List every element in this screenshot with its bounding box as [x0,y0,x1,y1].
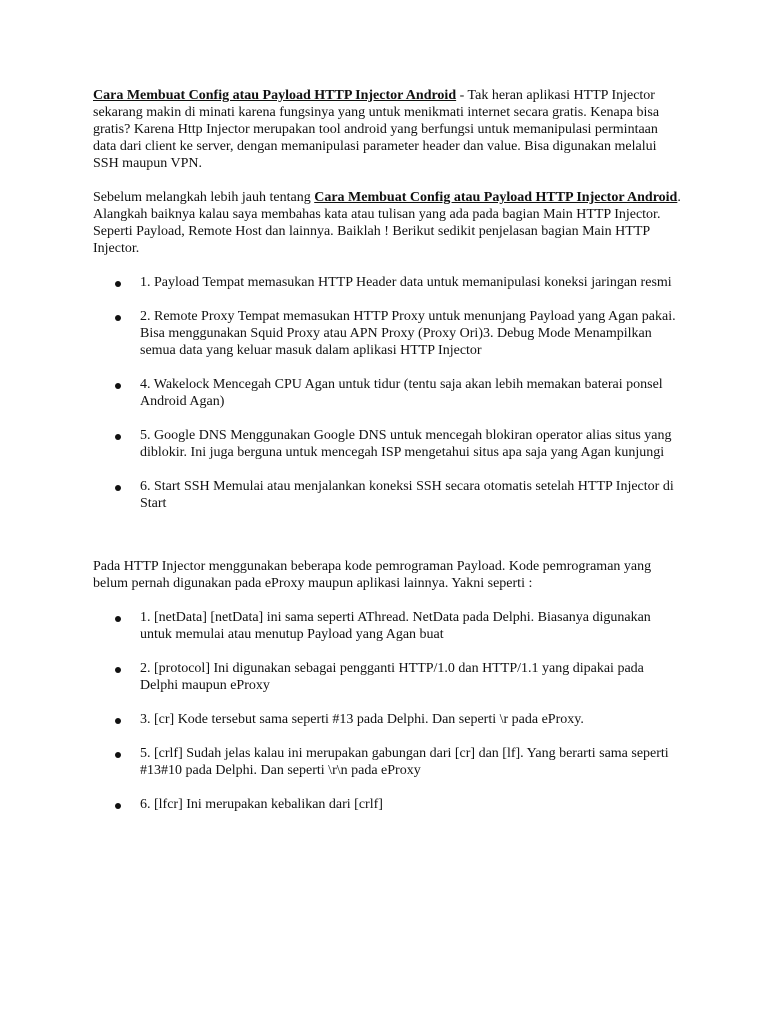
list-item [93,274,683,291]
list-item [93,308,683,359]
list-item [93,745,683,779]
list-item [93,796,683,813]
document-page [93,87,683,813]
list-item-text: 6. [lfcr] Ini merupakan kebalikan dari [crlf] [140,797,383,812]
intro-title-link[interactable]: Cara Membuat Config atau Payload HTTP Injector Android [93,88,457,103]
bullet-dot-icon [115,485,121,491]
list-item-text: 2. Remote Proxy Tempat memasukan HTTP Proxy untuk menunjang Payload yang Agan pakai. Bisa menggunakan Squid Proxy atau APN Proxy (Proxy Ori)3. Debug Mode Menampilkan semua data yang keluar masuk dalam aplikasi HTTP Injector [140,309,676,358]
list-item [93,478,683,512]
list-item-text: 4. Wakelock Mencegah CPU Agan untuk tidur (tentu saja akan lebih memakan baterai ponsel Android Agan) [140,377,663,409]
intro-paragraph [93,87,683,172]
main-settings-list [93,274,683,512]
bullet-dot-icon [115,718,121,724]
list-item [93,711,683,728]
bullet-dot-icon [115,752,121,758]
section2-text-before: Sebelum melangkah lebih jauh tentang [93,190,315,205]
section3-paragraph: Pada HTTP Injector menggunakan beberapa kode pemrograman Payload. Kode pemrograman yang belum pernah digunakan pada eProxy maupun aplikasi lainnya. Yakni seperti : [93,559,652,591]
list-item [93,609,683,643]
list-item-text: 1. [netData] [netData] ini sama seperti AThread. NetData pada Delphi. Biasanya digunakan untuk memulai atau menutup Payload yang Agan buat [140,610,651,642]
bullet-dot-icon [115,383,121,389]
list-item-text: 3. [cr] Kode tersebut sama seperti #13 pada Delphi. Dan seperti \r pada eProxy. [140,712,584,727]
section2-title-link[interactable]: Cara Membuat Config atau Payload HTTP Injector Android [314,190,678,205]
bullet-dot-icon [115,803,121,809]
list-item [93,660,683,694]
list-item-text: 2. [protocol] Ini digunakan sebagai pengganti HTTP/1.0 dan HTTP/1.1 yang dipakai pada Delphi maupun eProxy [140,661,644,693]
bullet-dot-icon [115,667,121,673]
bullet-dot-icon [115,281,121,287]
bullet-dot-icon [115,434,121,440]
intro-text: - Tak heran aplikasi HTTP Injector sekarang makin di minati karena fungsinya yang untuk menikmati internet secara gratis. Kenapa bisa gratis? Karena Http Injector merupakan tool android yang berfungsi untuk memanipulasi permintaan data dari client ke server, dengan memanipulasi parameter header dan value. Bisa digunakan melalui SSH maupun VPN. [93,88,660,171]
section2-text-after: . Alangkah baiknya kalau saya membahas kata atau tulisan yang ada pada bagian Main HTTP Injector. Seperti Payload, Remote Host dan lainnya. Baiklah ! Berikut sedikit penjelasan bagian Main HTTP Injector. [93,190,681,256]
list-item-text: 1. Payload Tempat memasukan HTTP Header data untuk memanipulasi koneksi jaringan resmi [140,275,672,290]
list-item-text: 5. [crlf] Sudah jelas kalau ini merupakan gabungan dari [cr] dan [lf]. Yang berarti sama seperti #13#10 pada Delphi. Dan seperti \r\n pada eProxy [140,746,669,778]
bullet-dot-icon [115,616,121,622]
list-item-text: 6. Start SSH Memulai atau menjalankan koneksi SSH secara otomatis setelah HTTP Injector di Start [140,479,674,511]
payload-codes-list [93,609,683,813]
list-item [93,376,683,410]
list-item-text: 5. Google DNS Menggunakan Google DNS untuk mencegah blokiran operator alias situs yang diblokir. Ini juga berguna untuk mencegah ISP mengetahui situs apa saja yang Agan kunjungi [140,428,672,460]
bullet-dot-icon [115,315,121,321]
section2-paragraph [93,189,683,257]
list-item [93,427,683,461]
